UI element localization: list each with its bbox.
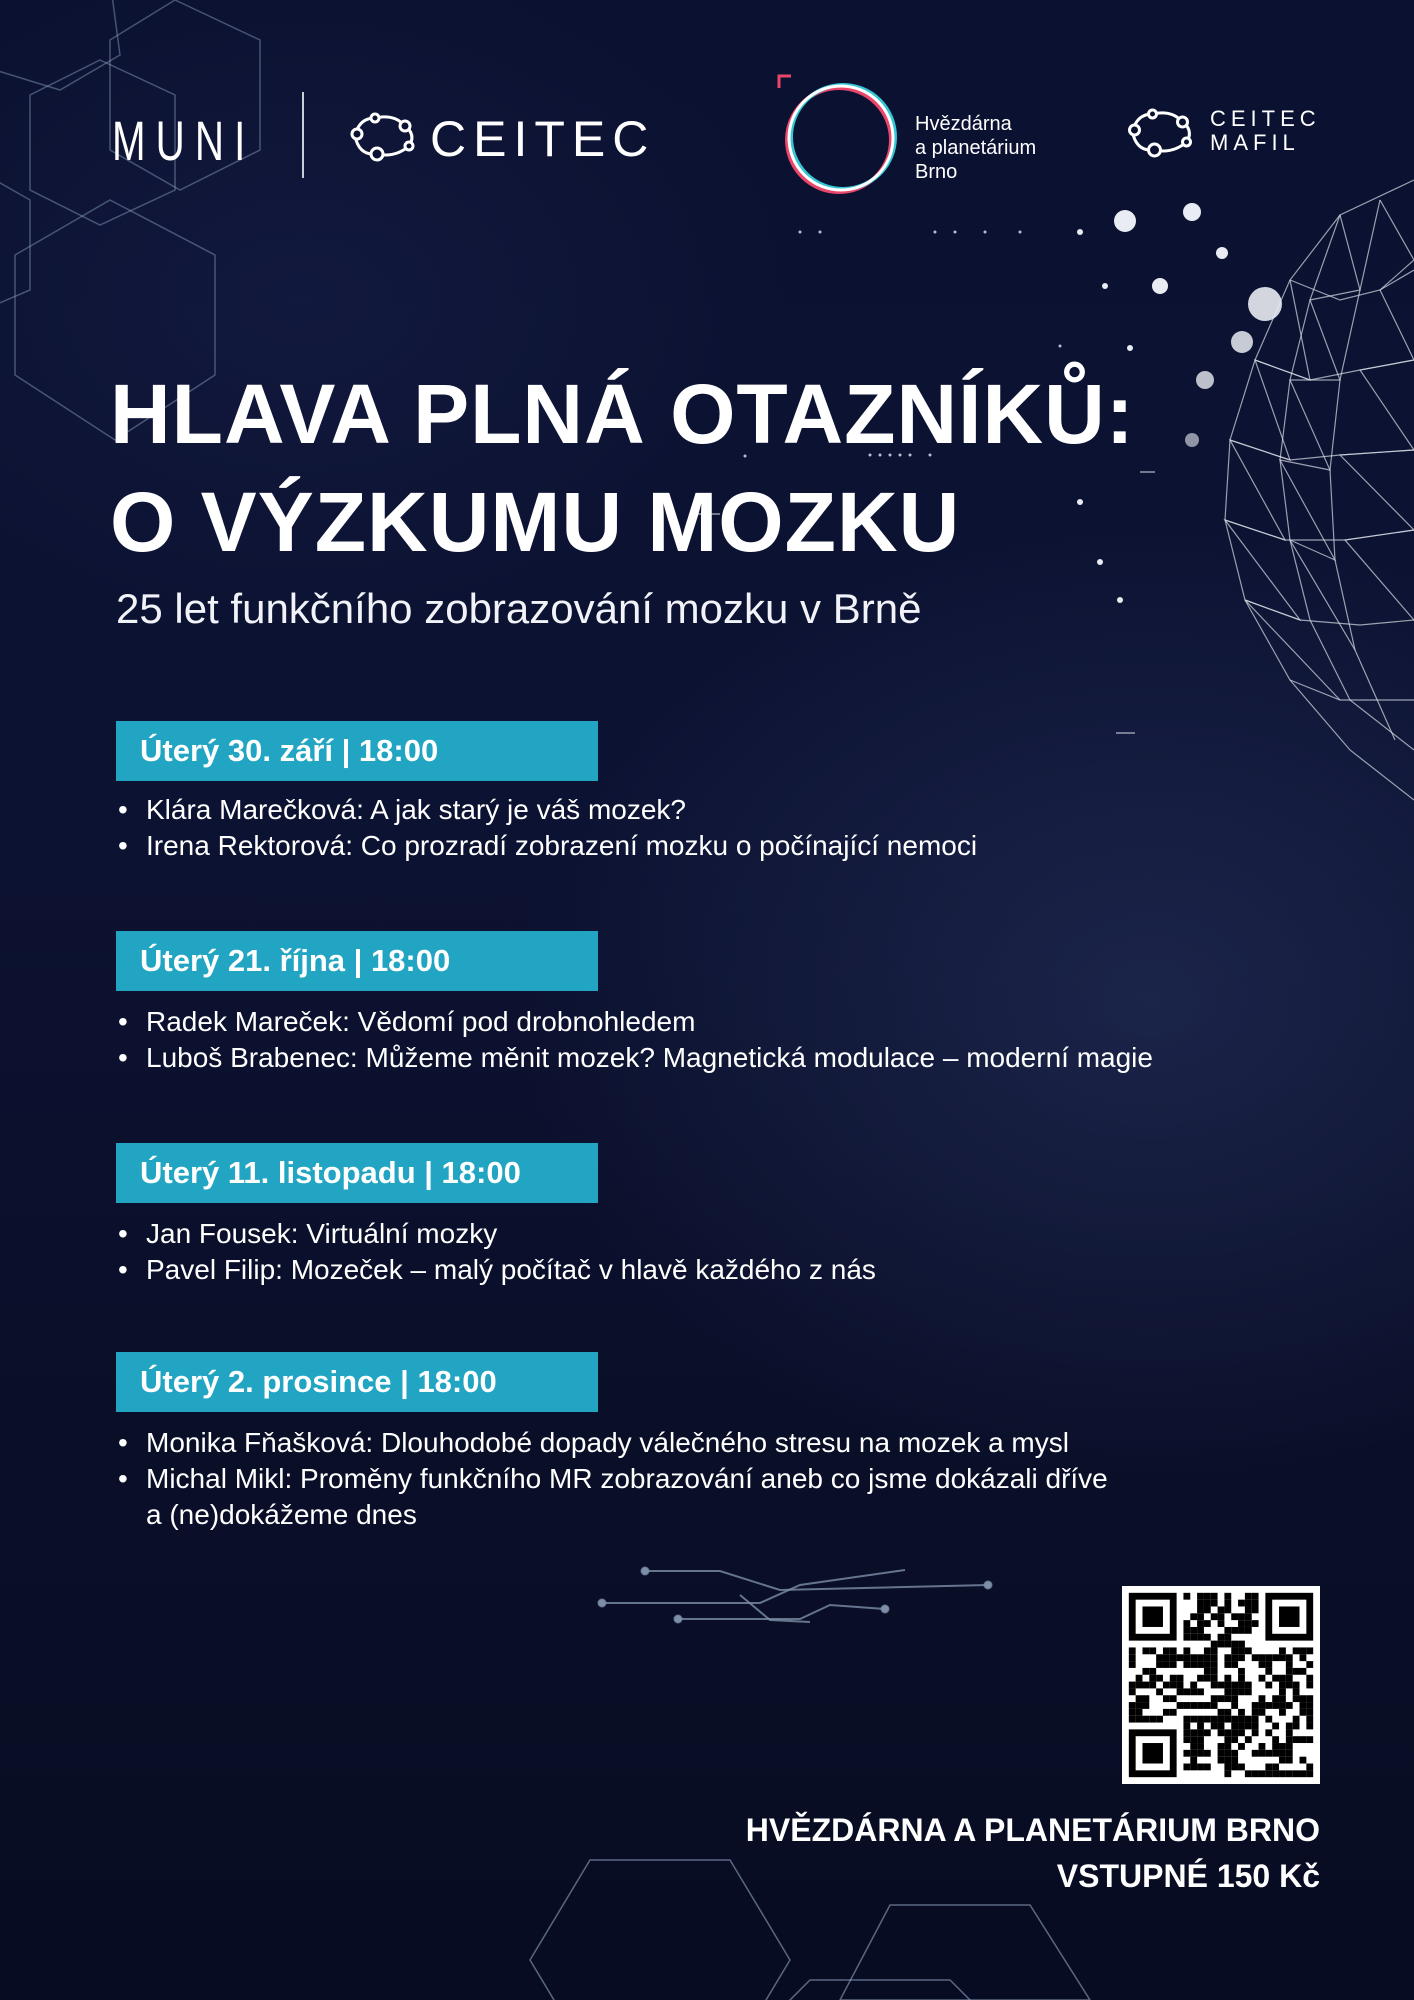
event-date-4: Úterý 2. prosince | 18:00 <box>116 1352 598 1412</box>
planetarium-ring-icon <box>775 72 905 202</box>
ceitec-wordmark: CEITEC <box>430 111 656 167</box>
event-date-2: Úterý 21. října | 18:00 <box>116 931 598 991</box>
event-talks-4 <box>116 1425 1108 1533</box>
ceitec-mafil-logo <box>1120 104 1321 165</box>
event-talks-1 <box>116 792 977 864</box>
poster-subtitle: 25 let funkčního zobrazování mozku v Brně <box>116 585 922 632</box>
muni-logo: MUNI <box>112 109 256 172</box>
hvezdarna-wordmark: Hvězdárna a planetárium Brno <box>915 113 1037 183</box>
poster-title <box>110 360 1135 576</box>
event-talks-3 <box>116 1216 876 1288</box>
talk-item: • Irena Rektorová: Co prozradí zobrazení mozku o počínající nemoci <box>116 828 977 864</box>
qr-code-pattern <box>1122 1586 1320 1784</box>
ceitec-logo <box>345 108 656 169</box>
talk-item: • Pavel Filip: Mozeček – malý počítač v hlavě každého z nás <box>116 1252 876 1288</box>
mafil-wordmark-line1: CEITEC <box>1210 106 1321 131</box>
talk-item: • Luboš Brabenec: Můžeme měnit mozek? Magnetická modulace – moderní magie <box>116 1040 1153 1076</box>
qr-code-icon[interactable] <box>1122 1586 1320 1784</box>
event-date-1: Úterý 30. září | 18:00 <box>116 721 598 781</box>
title-line-2: O VÝZKUMU MOZKU <box>110 475 961 569</box>
talk-item: • Monika Fňašková: Dlouhodobé dopady válečného stresu na mozek a mysl <box>116 1425 1108 1461</box>
ceitec-molecule-icon <box>345 108 420 164</box>
talk-item: • Jan Fousek: Virtuální mozky <box>116 1216 876 1252</box>
venue-name: HVĚZDÁRNA A PLANETÁRIUM BRNO <box>745 1812 1320 1848</box>
title-line-1: HLAVA PLNÁ OTAZNÍKŮ: <box>110 367 1135 461</box>
brain-mesh-icon <box>1225 180 1414 800</box>
logo-divider <box>302 92 304 178</box>
talk-item-continuation: a (ne)dokážeme dnes <box>146 1499 417 1530</box>
talk-item: • Michal Mikl: Proměny funkčního MR zobrazování aneb co jsme dokázali dříve <box>116 1461 1108 1497</box>
mafil-wordmark-line2: MAFIL <box>1210 130 1300 155</box>
circuit-lines-icon <box>599 1568 992 1623</box>
mafil-molecule-icon <box>1120 104 1200 160</box>
event-talks-2 <box>116 1004 1153 1076</box>
talk-item: • Klára Marečková: A jak starý je váš mozek? <box>116 792 977 828</box>
event-date-3: Úterý 11. listopadu | 18:00 <box>116 1143 598 1203</box>
admission-price: VSTUPNÉ 150 Kč <box>1056 1858 1320 1894</box>
talk-item: • Radek Mareček: Vědomí pod drobnohledem <box>116 1004 1153 1040</box>
venue-info <box>746 1807 1320 1899</box>
hvezdarna-logo <box>775 72 1037 207</box>
